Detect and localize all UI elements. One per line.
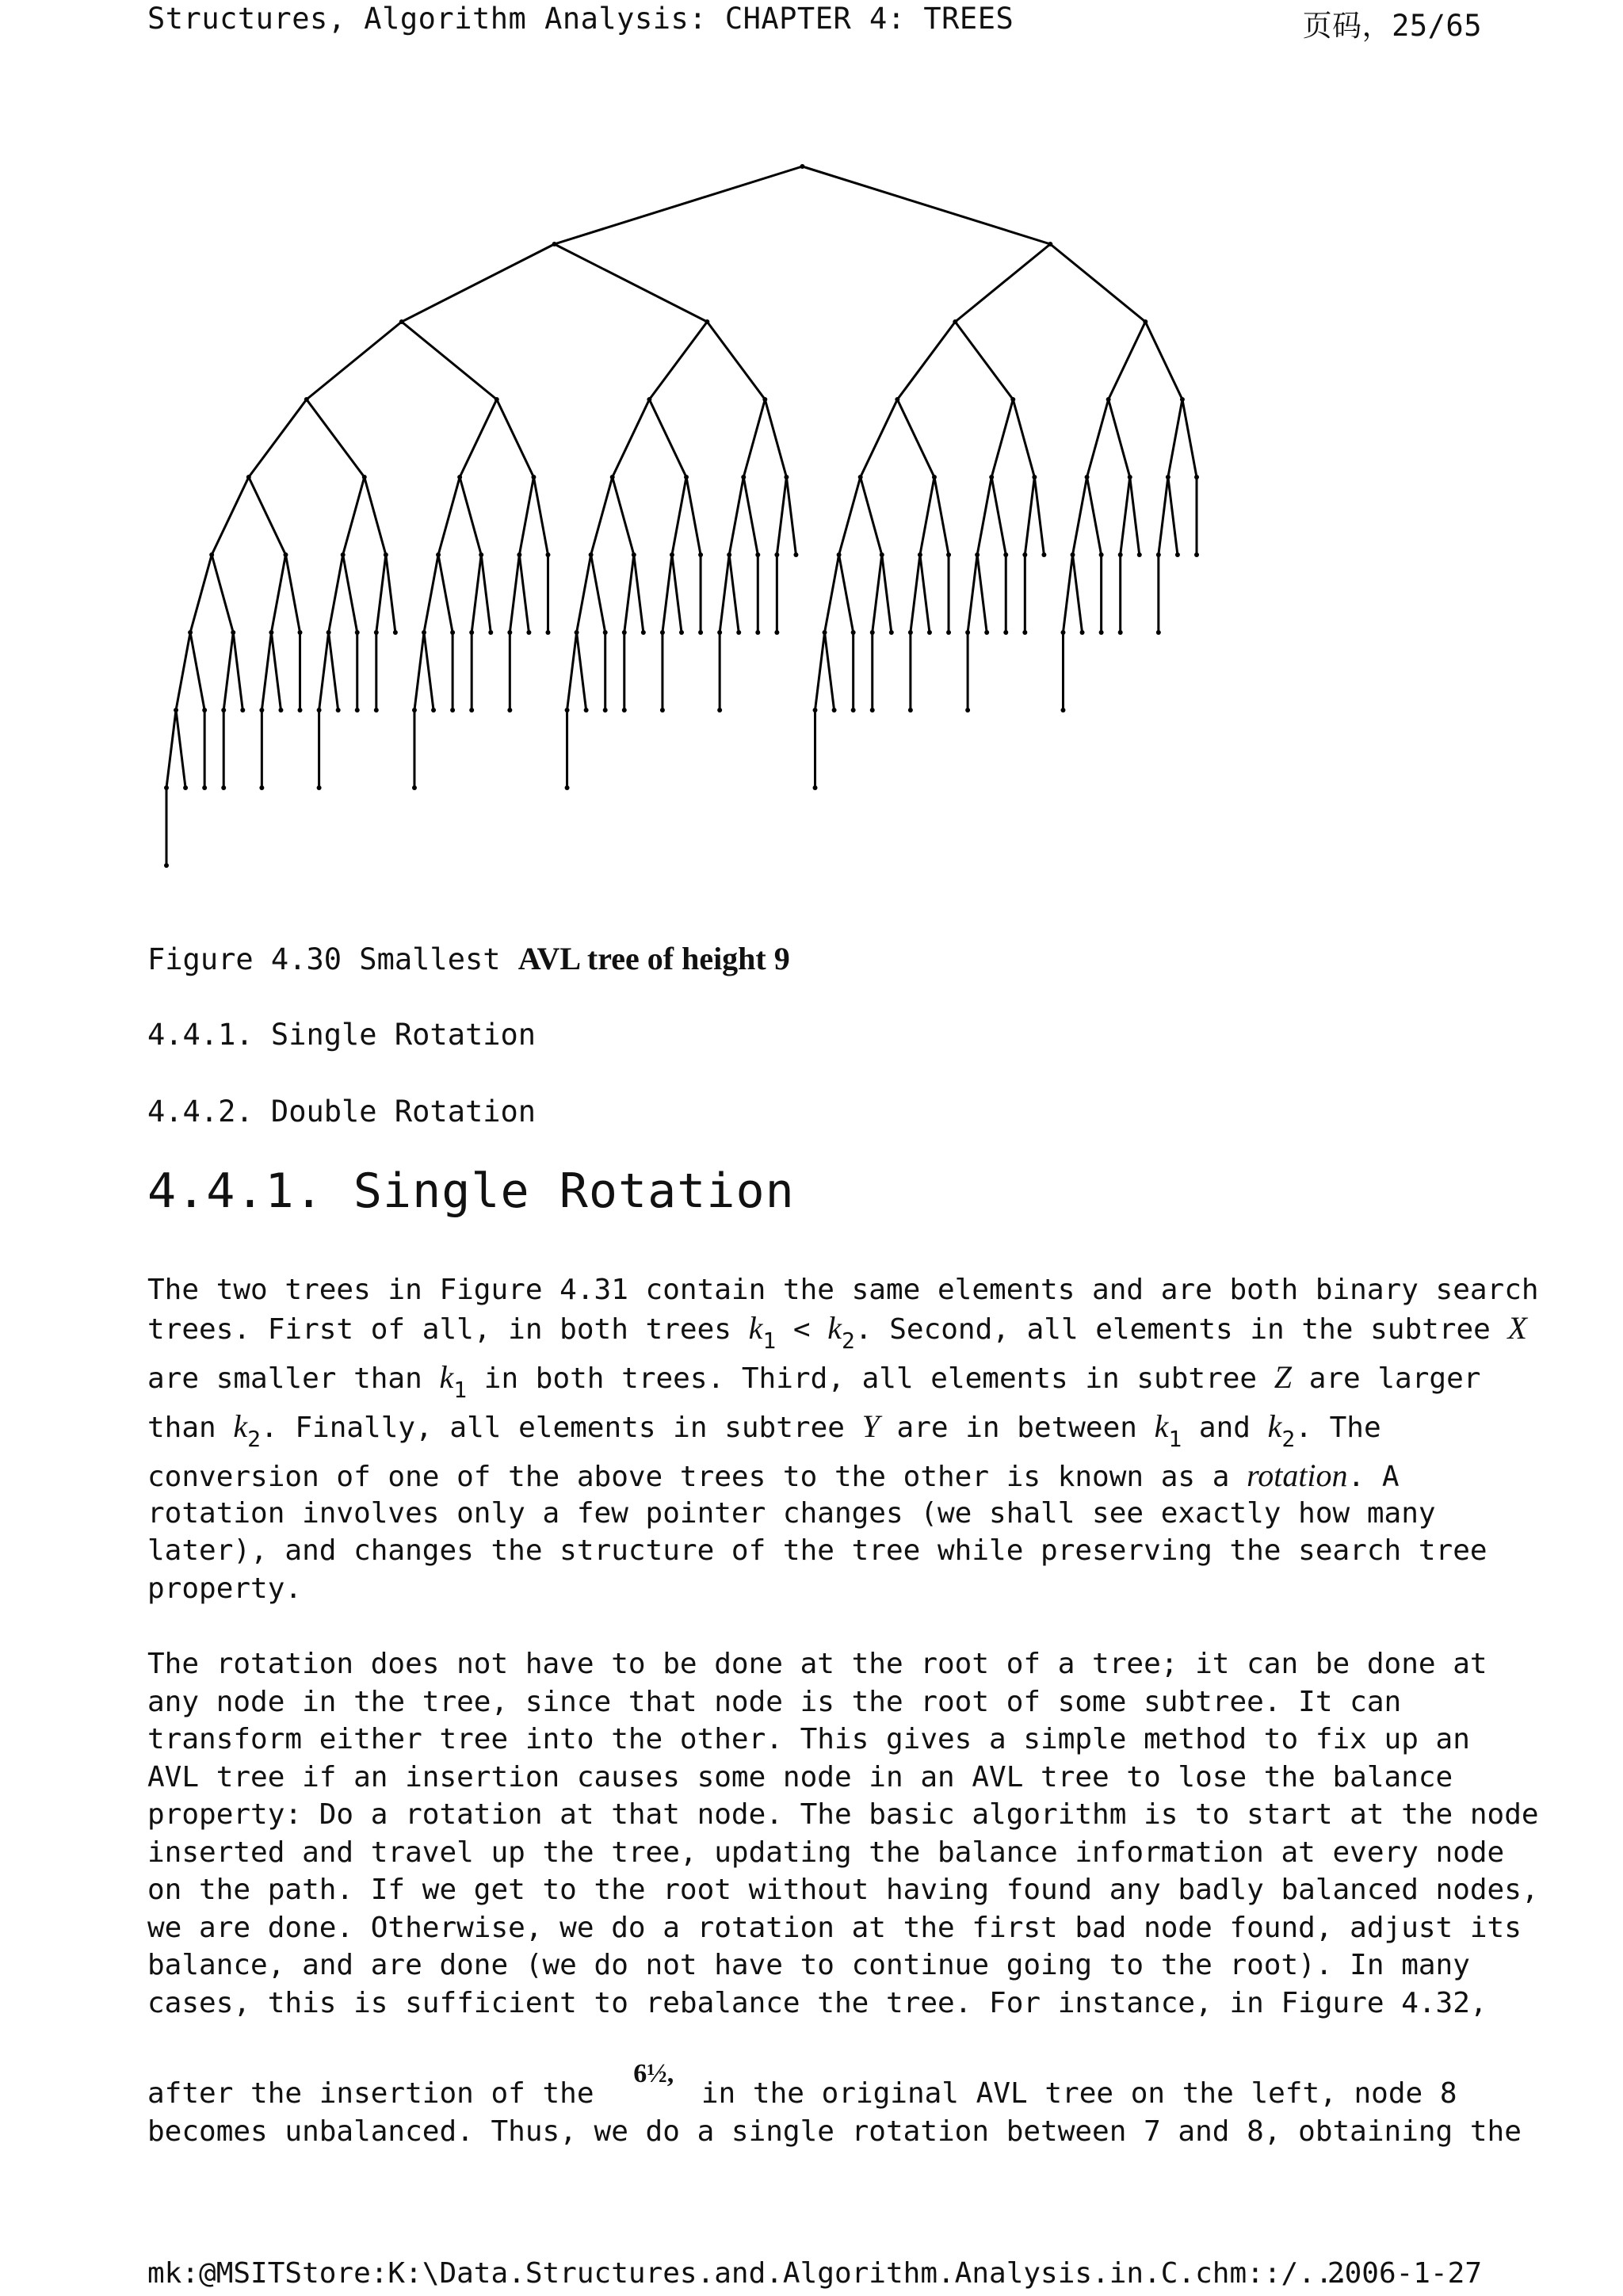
tree-node [393,630,398,635]
tree-edge [839,477,861,555]
tree-edge [212,555,233,632]
tree-node [450,630,455,635]
tree-edge [1034,477,1044,555]
tree-edge [815,632,825,710]
para2-line: any node in the tree, since that node is the root of some subtree. It can [147,1686,1402,1718]
tree-node [870,630,875,635]
tree-node [259,785,264,790]
tree-edge [1121,477,1130,555]
avl-tree-figure [143,127,1220,888]
tree-node [684,475,689,479]
tree-edge [176,632,190,710]
tree-node [670,552,674,557]
tree-node [1099,552,1104,557]
tree-node [641,630,646,635]
tree-edge [707,322,765,399]
tree-node [565,708,570,712]
tree-node [975,552,980,557]
tree-edge [249,477,286,555]
tree-node [774,630,779,635]
tree-node [422,630,426,635]
tree-edge [424,632,433,710]
tree-node [552,242,557,246]
para1-line-1: The two trees in Figure 4.31 contain the same elements and are both binary search [147,1274,1539,1306]
tree-node [202,785,207,790]
tree-edge [729,555,739,632]
tree-edge [1087,477,1102,555]
tree-edge [402,322,497,399]
tree-edge [402,244,555,322]
para1-line-8: property. [147,1572,303,1605]
tree-edge [190,632,204,710]
tree-node [755,552,760,557]
toc-link-single-rotation[interactable]: 4.4.1. Single Rotation [147,1018,537,1052]
tree-node [660,708,665,712]
tree-node [1071,552,1075,557]
tree-node [965,630,970,635]
para2-line: on the path. If we get to the root without having found any badly balanced nodes, [147,1874,1539,1906]
tree-edge [510,555,519,632]
tree-edge [1182,399,1197,477]
tree-edge [955,244,1050,322]
tree-edge [720,555,729,632]
tree-edge [414,632,424,710]
tree-node [813,785,818,790]
tree-node [362,475,367,479]
tree-node [188,630,193,635]
para1-line-6: rotation involves only a few pointer changes (we shall see exactly how many [147,1497,1436,1530]
tree-node [469,708,474,712]
tree-node [479,552,483,557]
para1-line-2: trees. First of all, in both trees $k_1 < k_2$. Second, all elements in the subtree X [147,1310,1527,1354]
tree-node [647,397,651,402]
tree-node [1003,630,1008,635]
para2-line: property: Do a rotation at that node. The basic algorithm is to start at the node [147,1798,1539,1831]
tree-edge [343,555,357,632]
tree-node [164,863,169,868]
tree-edge [873,555,882,632]
tree-edge [1159,477,1168,555]
tree-node [679,630,684,635]
tree-node [1003,552,1008,557]
tree-edge [955,322,1013,399]
tree-node [727,552,731,557]
tree-edge [1073,555,1083,632]
tree-edge [555,166,803,244]
tree-edge [672,477,686,555]
tree-node [965,708,970,712]
tree-node [1156,552,1161,557]
tree-edge [897,399,934,477]
tree-node [1180,397,1185,402]
tree-node [1143,319,1148,324]
tree-node [705,319,709,324]
tree-node [259,708,264,712]
tree-node [1118,630,1123,635]
tree-node [989,475,994,479]
para3-line-1: after the insertion of the 6½, in the original AVL tree on the left, node 8 [147,2059,1457,2110]
tree-node [431,708,436,712]
tree-edge [777,477,786,555]
tree-node [698,630,703,635]
tree-node [632,552,636,557]
tree-edge [624,555,634,632]
tree-edge [1063,555,1072,632]
tree-node [837,552,842,557]
tree-node [327,630,331,635]
tree-edge [249,399,307,477]
tree-edge [649,399,686,477]
tree-edge [672,555,682,632]
tree-node [927,630,932,635]
para2-line: we are done. Otherwise, we do a rotation at the first bad node found, adjust its [147,1912,1522,1944]
tree-edge [365,477,386,555]
footer-date: 2006-1-27 [1327,2257,1482,2290]
tree-node [488,630,493,635]
tree-edge [825,555,839,632]
tree-edge [519,477,533,555]
tree-edge [897,322,955,399]
tree-edge [613,399,650,477]
tree-edge [743,477,758,555]
tree-edge [802,166,1050,244]
tree-node [545,552,550,557]
figure-caption-prefix: Figure 4.30 Smallest [147,942,518,976]
tree-edge [1050,244,1145,322]
tree-edge [307,322,402,399]
tree-node [436,552,441,557]
tree-node [984,630,989,635]
tree-node [317,708,322,712]
tree-edge [329,632,338,710]
tree-node [918,552,922,557]
tree-node [813,708,818,712]
section-heading: 4.4.1. Single Rotation [147,1163,795,1219]
tree-node [1041,552,1046,557]
tree-node [1080,630,1085,635]
tree-node [793,552,798,557]
tree-node [858,475,863,479]
tree-edge [882,555,892,632]
tree-node [412,785,417,790]
tree-edge [1109,322,1146,399]
tree-edge [861,399,898,477]
tree-node [1106,397,1111,402]
tree-node [762,397,767,402]
tree-node [603,630,608,635]
tree-edge [438,555,453,632]
tree-node [755,630,760,635]
tree-edge [663,555,672,632]
tree-edge [555,244,708,322]
tree-node [209,552,214,557]
tree-node [202,708,207,712]
tree-node [1166,475,1170,479]
tree-edge [1145,322,1182,399]
tree-edge [271,632,281,710]
tree-edge [591,555,605,632]
page-indicator: 页码，25/65 [1302,9,1482,43]
tree-node [717,630,722,635]
tree-node [517,552,521,557]
tree-edge [319,632,329,710]
tree-node [1156,630,1161,635]
tree-node [399,319,404,324]
tree-edge [1013,399,1034,477]
tree-node [384,552,388,557]
tree-node [450,708,455,712]
tree-node [336,708,341,712]
tree-edge [1109,399,1130,477]
para1-line-5: conversion of one of the above trees to the other is known as a rotation. A [147,1457,1400,1493]
tree-node [531,475,536,479]
tree-node [412,708,417,712]
tree-node [183,785,188,790]
tree-node [851,708,856,712]
tree-edge [911,555,920,632]
rotation-term: rotation [1247,1457,1348,1493]
tree-node [622,708,627,712]
tree-edge [271,555,285,632]
tree-edge [920,555,930,632]
tree-node [1085,475,1090,479]
tree-node [495,397,499,402]
tree-edge [765,399,786,477]
tree-node [575,630,579,635]
tree-edge [519,555,529,632]
tree-edge [1087,399,1109,477]
tree-node [269,630,273,635]
tree-node [304,397,309,402]
figure-caption-bold: AVL tree of height 9 [517,941,790,976]
tree-node [953,319,957,324]
figure-caption [147,940,790,977]
tree-edge [825,632,834,710]
tree-edge [438,477,460,555]
tree-edge [934,477,949,555]
tree-node [622,630,627,635]
tree-node [800,164,804,169]
tree-node [457,475,462,479]
tree-edge [567,632,577,710]
para1-line-4: than $k_2$. Finally, all elements in subtree Y are in between $k_1$ and $k_2$. The [147,1408,1381,1452]
tree-node [1194,475,1199,479]
tree-node [698,552,703,557]
tree-edge [686,477,701,555]
tree-edge [729,477,743,555]
tree-node [507,708,512,712]
tree-node [1060,708,1065,712]
tree-node [1194,552,1199,557]
tree-node [298,630,303,635]
tree-edge [743,399,765,477]
tree-edge [977,477,991,555]
tree-node [565,785,570,790]
tree-node [610,475,615,479]
tree-edge [376,555,386,632]
tree-edge [386,555,395,632]
tree-node [603,708,608,712]
tree-node [317,785,322,790]
tree-edge [968,555,977,632]
tree-node [736,630,741,635]
tree-node [231,630,235,635]
tree-node [164,785,169,790]
tree-edge [497,399,534,477]
tree-edge [977,555,987,632]
tree-node [1175,552,1180,557]
tree-edge [613,477,634,555]
tree-edge [285,555,300,632]
tree-node [1137,552,1142,557]
tree-node [240,708,245,712]
tree-edge [1168,477,1178,555]
tree-edge [786,477,796,555]
tree-node [1060,630,1065,635]
tree-node [584,708,589,712]
tree-node [374,708,379,712]
para2-line: inserted and travel up the tree, updating the balance information at every node [147,1836,1505,1869]
tree-node [823,630,827,635]
tree-node [221,785,226,790]
tree-node [174,708,178,712]
tree-node [221,708,226,712]
footer-source-path: mk:@MSITStore:K:\Data.Structures.and.Algorithm.Analysis.in.C.chm::/... [147,2257,1350,2290]
tree-edge [1130,477,1140,555]
tree-edge [634,555,643,632]
tree-edge [991,399,1013,477]
tree-node [870,708,875,712]
para1-line-7: later), and changes the structure of the tree while preserving the search tree [147,1534,1487,1567]
para3-line-2: becomes unbalanced. Thus, we do a single rotation between 7 and 8, obtaining the [147,2115,1522,2148]
tree-node [946,630,951,635]
tree-edge [307,399,365,477]
tree-node [851,630,856,635]
tree-node [507,630,512,635]
toc-link-double-rotation[interactable]: 4.4.2. Double Rotation [147,1095,537,1129]
tree-edge [460,477,481,555]
tree-edge [1168,399,1182,477]
tree-node [1099,630,1104,635]
tree-edge [861,477,882,555]
tree-node [1118,552,1123,557]
tree-node [660,630,665,635]
tree-edge [533,477,548,555]
tree-edge [166,710,176,788]
tree-node [774,552,779,557]
tree-node [784,475,789,479]
tree-edge [577,555,591,632]
tree-node [355,708,360,712]
tree-node [1032,475,1037,479]
tree-edge [424,555,438,632]
tree-edge [329,555,343,632]
page-header-title: Structures, Algorithm Analysis: CHAPTER 4: TREES [147,2,1014,36]
tree-node [374,630,379,635]
tree-edge [839,555,854,632]
tree-node [1022,552,1027,557]
tree-node [545,630,550,635]
tree-node [908,708,913,712]
tree-node [932,475,937,479]
para1-line-3: are smaller than $k_1$ in both trees. Third, all elements in subtree Z are larger [147,1359,1481,1403]
tree-node [589,552,594,557]
tree-node [246,475,251,479]
tree-node [341,552,346,557]
tree-edge [460,399,497,477]
tree-edge [1025,477,1034,555]
tree-node [298,708,303,712]
tree-node [717,708,722,712]
tree-edge [223,632,233,710]
tree-edge [262,632,271,710]
tree-edge [1073,477,1087,555]
tree-edge [472,555,481,632]
tree-node [1010,397,1015,402]
tree-edge [577,632,586,710]
tree-node [741,475,746,479]
tree-node [526,630,531,635]
tree-edge [190,555,212,632]
tree-node [908,630,913,635]
tree-node [469,630,474,635]
tree-edge [212,477,249,555]
tree-node [895,397,899,402]
tree-edge [649,322,707,399]
tree-edge [481,555,491,632]
tree-edge [591,477,613,555]
tree-node [278,708,283,712]
tree-node [880,552,884,557]
para2-line: transform either tree into the other. This gives a simple method to fix up an [147,1723,1470,1755]
para2-line: AVL tree if an insertion causes some node in an AVL tree to lose the balance [147,1761,1453,1794]
tree-node [1048,242,1052,246]
para2-line: cases, this is sufficient to rebalance the tree. For instance, in Figure 4.32, [147,1987,1487,2019]
tree-node [889,630,894,635]
tree-node [832,708,837,712]
para2-line: The rotation does not have to be done at the root of a tree; it can be done at [147,1648,1487,1680]
tree-edge [233,632,242,710]
tree-edge [343,477,365,555]
tree-node [1128,475,1132,479]
para2-line: balance, and are done (we do not have to continue going to the root). In many [147,1949,1470,1981]
tree-edge [176,710,185,788]
tree-node [1022,630,1027,635]
tree-node [355,630,360,635]
tree-edge [920,477,934,555]
tree-edge [991,477,1006,555]
tree-node [283,552,288,557]
tree-node [946,552,951,557]
